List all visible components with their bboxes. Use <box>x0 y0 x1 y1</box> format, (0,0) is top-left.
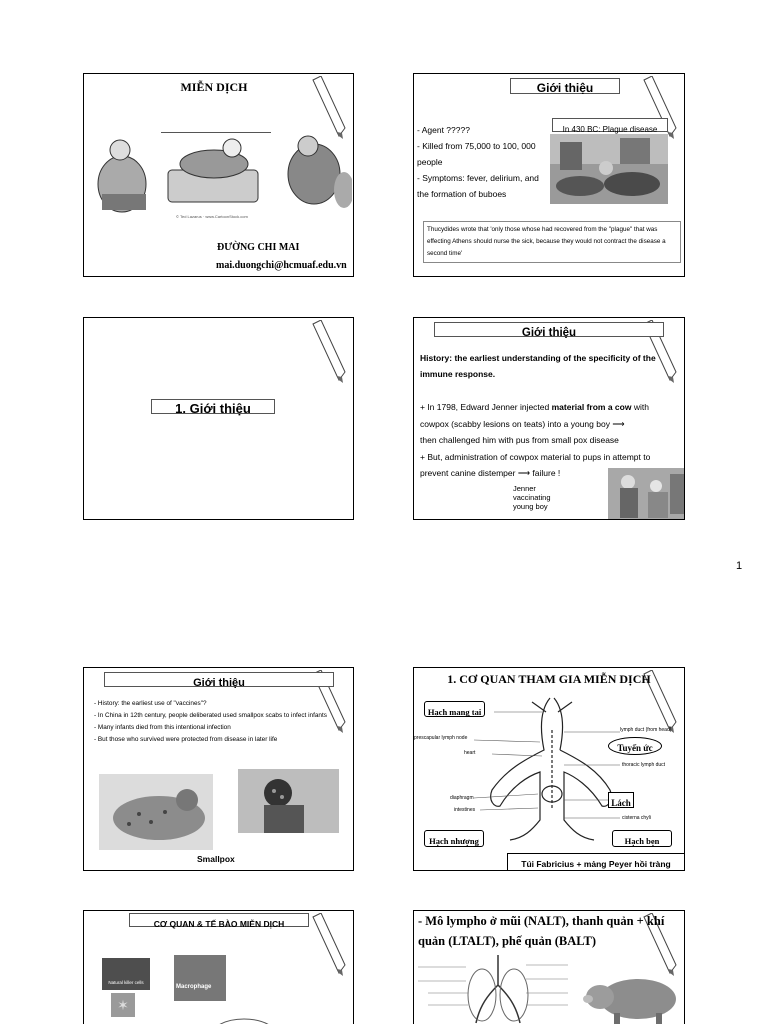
lymph-label-diaphragm: diaphragm <box>450 795 474 801</box>
hach-nhuong-label: Hạch nhượng <box>429 836 479 846</box>
jenner-line-2-text: cowpox (scabby lesions on teats) into a young boy <box>420 418 610 429</box>
hach-mang-tai-label: Hạch mang tai <box>427 707 482 717</box>
slide-section-intro <box>83 317 354 520</box>
hach-nhuong-box <box>424 830 484 847</box>
lymph-label-cisterna: cisterna chyli <box>622 815 651 821</box>
smallpox-photo-2 <box>238 769 339 833</box>
jenner-painting-image <box>608 468 685 520</box>
slide-title <box>510 78 620 94</box>
section-title-box <box>151 399 275 414</box>
caption-line: Jenner <box>513 484 536 493</box>
jenner-line-5-post: failure ! <box>532 468 561 478</box>
smallpox-photo-1 <box>99 774 213 850</box>
author-email: mai.duongchi@hcmuaf.edu.vn <box>216 260 347 271</box>
slide-title: MIỄN DỊCH <box>180 80 248 94</box>
slide-immune-organs <box>413 667 685 871</box>
jenner-line-1-bold: material from a cow <box>551 402 632 412</box>
hach-ben-label: Hạch bẹn <box>624 836 660 846</box>
slide-title-text: Giới thiệu <box>193 677 245 689</box>
jenner-line-1-pre: + In 1798, Edward Jenner injected <box>420 402 552 412</box>
lymph-label-thoracic: thoracic lymph duct <box>622 762 666 768</box>
bullet-agent: - Agent ????? <box>417 125 470 135</box>
slide-plague-intro <box>413 73 685 277</box>
caption-line: young boy <box>513 502 548 511</box>
section-title: 1. Giới thiệu <box>175 401 251 416</box>
vaccine-history-text <box>94 698 352 746</box>
jenner-line-1 <box>420 399 682 416</box>
slide-immune-cells <box>83 910 354 1024</box>
right-arrow-icon: ⟶ <box>612 418 625 429</box>
lymph-label-intestines: intestines <box>454 807 476 813</box>
slide-title: - Mô lympho ở mũi (NALT), thanh quản + khí quản (LTALT), phế quản (BALT) <box>418 914 665 948</box>
tuyen-uc-label: Tuyến ức <box>617 743 653 753</box>
page-number: 1 <box>736 560 743 572</box>
thucydides-quote: Thucydides wrote that 'only those whose had recovered from the "plague" that was effecting Athens should nurse the sick, because they would not contract the disease a second time' <box>427 226 666 257</box>
bullet-people: people <box>417 157 443 167</box>
tuyen-uc-box <box>608 737 662 755</box>
lach-label: Lách <box>611 798 631 808</box>
lymph-label-prescapular: prescapular lymph node <box>414 735 468 741</box>
slide-lymphoid-tissue <box>413 910 685 1024</box>
slide-title-text: Giới thiệu <box>521 327 577 339</box>
lymph-label-heart: heart <box>464 750 476 756</box>
lach-box <box>608 792 634 808</box>
pig-image <box>578 961 685 1024</box>
smallpox-caption: Smallpox <box>197 854 235 864</box>
author-name: ĐƯỜNG CHI MAI <box>217 242 300 253</box>
macrophage-label: Macrophage <box>176 984 212 990</box>
star-icon: ✶ <box>117 997 129 1013</box>
slide-title: 1. CƠ QUAN THAM GIA MIỄN DỊCH <box>447 672 651 686</box>
bullet-buboes: the formation of buboes <box>417 189 507 199</box>
slide-title-text: CƠ QUAN & TẾ BÀO MIỄN DỊCH <box>153 919 285 929</box>
plague-bullets <box>417 122 539 202</box>
bullet-killed: - Killed from 75,000 to 100, 000 <box>417 141 536 151</box>
history-line: - Many infants died from this intentional infection <box>94 724 231 731</box>
jenner-caption <box>513 484 551 511</box>
macrophage-image <box>174 955 226 1001</box>
history-heading: History: the earliest understanding of the specificity of the immune response. <box>420 353 656 379</box>
lymph-node-diagram <box>196 1011 306 1024</box>
jenner-line-2 <box>420 416 682 433</box>
jenner-line-3: then challenged him with pus from small pox disease <box>420 435 619 445</box>
nk-cell-image <box>102 958 150 990</box>
plague-painting-image <box>550 134 668 204</box>
hach-mang-tai-box <box>424 701 485 717</box>
slide-mien-dich <box>83 73 354 277</box>
long-arrow-icon: ⟶ <box>517 468 531 478</box>
slide-title <box>434 322 664 337</box>
plague-label-box <box>552 118 668 132</box>
bullet-symptoms: - Symptoms: fever, delirium, and <box>417 173 539 183</box>
pen-decoration <box>309 913 349 977</box>
history-line: - History: the earliest use of "vaccines"? <box>94 700 207 707</box>
caption-line: vaccinating <box>513 493 551 502</box>
thucydides-quote-box <box>423 221 681 263</box>
title-underline <box>161 132 271 133</box>
cartoon-caption: © Ted Lazarus · www.CartoonStock.com <box>176 214 248 219</box>
hach-ben-box <box>612 830 672 847</box>
nk-cell-label: Natural killer cells <box>108 980 144 985</box>
jenner-line-4: + But, administration of cowpox material to pups in attempt to <box>420 451 651 462</box>
history-line: - In China in 12th century, people deliberated used smallpox scabs to infect infants <box>94 712 327 719</box>
slide-title <box>104 672 334 687</box>
fabricius-footer-text: Túi Fabricius + mảng Peyer hồi tràng <box>521 859 671 869</box>
jenner-line-5-pre: prevent canine distemper <box>420 468 516 478</box>
history-line: - But those who survived were protected from disease in later life <box>94 736 278 743</box>
plague-label: In 430 BC: Plague disease <box>562 125 658 134</box>
cartoon-sick-figures-image <box>86 134 352 216</box>
cell-image-small <box>111 993 135 1017</box>
respiratory-tract-diagram <box>418 955 576 1024</box>
fabricius-footer <box>507 853 685 871</box>
pen-decoration <box>309 320 349 384</box>
slide-title-text: Giới thiệu <box>536 81 594 95</box>
slide-jenner <box>413 317 685 520</box>
lymph-label-head: lymph duct (from head) <box>620 727 672 733</box>
slide-vaccines-history <box>83 667 354 871</box>
jenner-line-1-post: with <box>631 402 649 412</box>
slide-title <box>129 913 309 927</box>
